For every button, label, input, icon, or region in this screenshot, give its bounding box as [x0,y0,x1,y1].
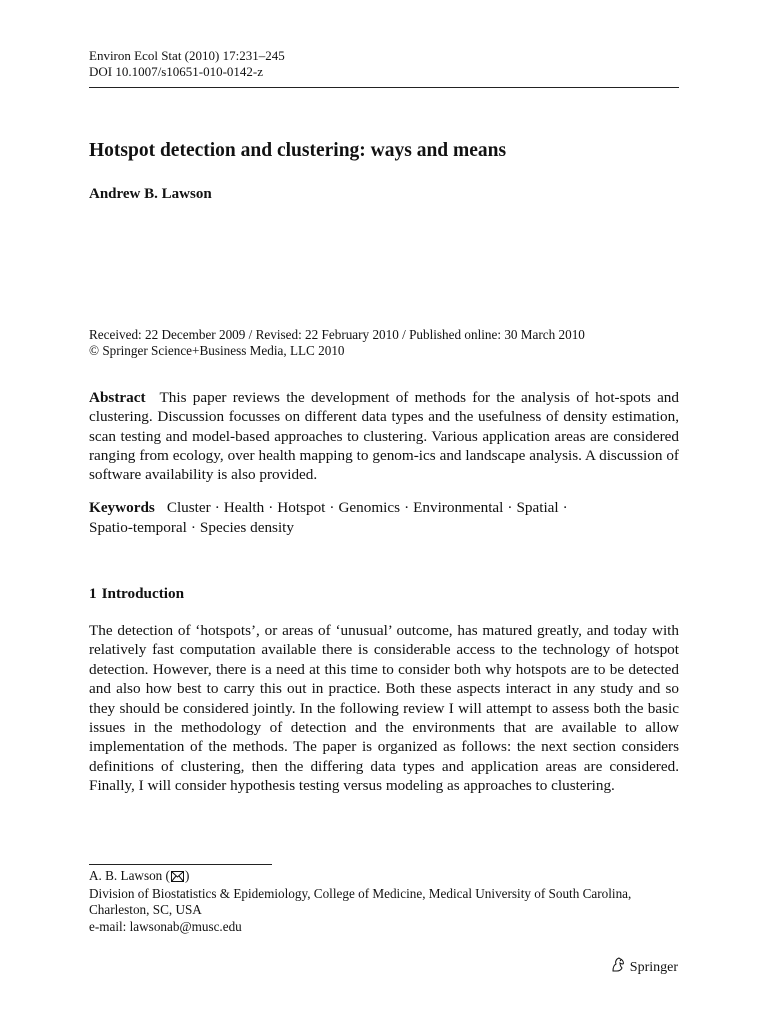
keywords [89,498,679,538]
header-rule [89,87,679,88]
footnote-rule [89,864,272,865]
keyword: Health [223,499,265,516]
keyword: Spatio-temporal [89,519,187,536]
keyword: Species density [199,519,294,536]
section-heading-introduction [89,585,184,603]
keyword-separator: · [329,499,335,516]
publication-info [89,327,585,359]
author-footnote [89,868,631,935]
introduction-paragraph: The detection of ‘hotspots’, or areas of ‘unusual’ outcome, has matured greatly, and today with relatively fast computation available there is considerable access to the technology of hotspot detection. However, there is a need at this time to consider both why hotspots are to be detected and also how best to carry this out in practice. Both these aspects interact in any study and so they should be considered jointly. In the following review I will attempt to assess both the basic issues in the methodology of detection and the environments that are available to allow implementation of the methods. The paper is organized as follows: the next section considers definitions of clustering, then the differing data types and application areas are considered. Finally, I will consider hypothesis testing versus modeling as approaches to clustering. [89,622,679,795]
copyright-notice: © Springer Science+Business Media, LLC 2010 [89,343,345,358]
journal-citation: Environ Ecol Stat (2010) 17:231–245 [89,48,285,63]
section-title: Introduction [101,585,185,602]
footnote-location: Charleston, SC, USA [89,902,202,918]
publisher-logo [610,957,678,978]
abstract-text: This paper reviews the development of methods for the analysis of hot-spots and clustering. Discussion focusses on different data types and the usefulness of density estimation, scan testing and model-based approaches to clustering. Various application areas are considered ranging from ecology, over health mapping to genom-ics and landscape analysis. A discussion of software availability is also provided. [89,389,679,484]
keyword: Hotspot [277,499,326,516]
paper-title: Hotspot detection and clustering: ways and means [89,140,507,161]
footnote-author-close: ) [184,868,190,883]
springer-horse-icon [610,957,626,978]
footnote-author: A. B. Lawson ( [89,868,170,883]
section-number: 1 [89,585,97,602]
keyword-separator: · [507,499,513,516]
abstract [89,388,679,484]
abstract-label: Abstract [89,389,146,406]
keyword-separator: · [190,519,196,536]
keywords-label: Keywords [89,499,155,516]
footnote-author-line [89,868,631,886]
doi: DOI 10.1007/s10651-010-0142-z [89,64,264,79]
publication-dates: Received: 22 December 2009 / Revised: 22 February 2010 / Published online: 30 March 2010 [89,327,585,342]
keyword: Spatial [516,499,559,516]
keyword-separator: · [562,499,568,516]
footnote-affiliation: Division of Biostatistics & Epidemiology, College of Medicine, Medical University of South Carolina, [89,886,632,902]
keyword-separator: · [404,499,410,516]
envelope-icon [171,870,184,886]
keyword: Environmental [413,499,504,516]
journal-header [89,48,285,80]
keyword-separator: · [214,499,220,516]
keyword: Genomics [338,499,401,516]
author-name: Andrew B. Lawson [89,186,212,202]
publisher-name: Springer [629,959,678,975]
footnote-email: e-mail: lawsonab@musc.edu [89,918,242,934]
keyword-separator: · [268,499,274,516]
keyword: Cluster [166,499,211,516]
